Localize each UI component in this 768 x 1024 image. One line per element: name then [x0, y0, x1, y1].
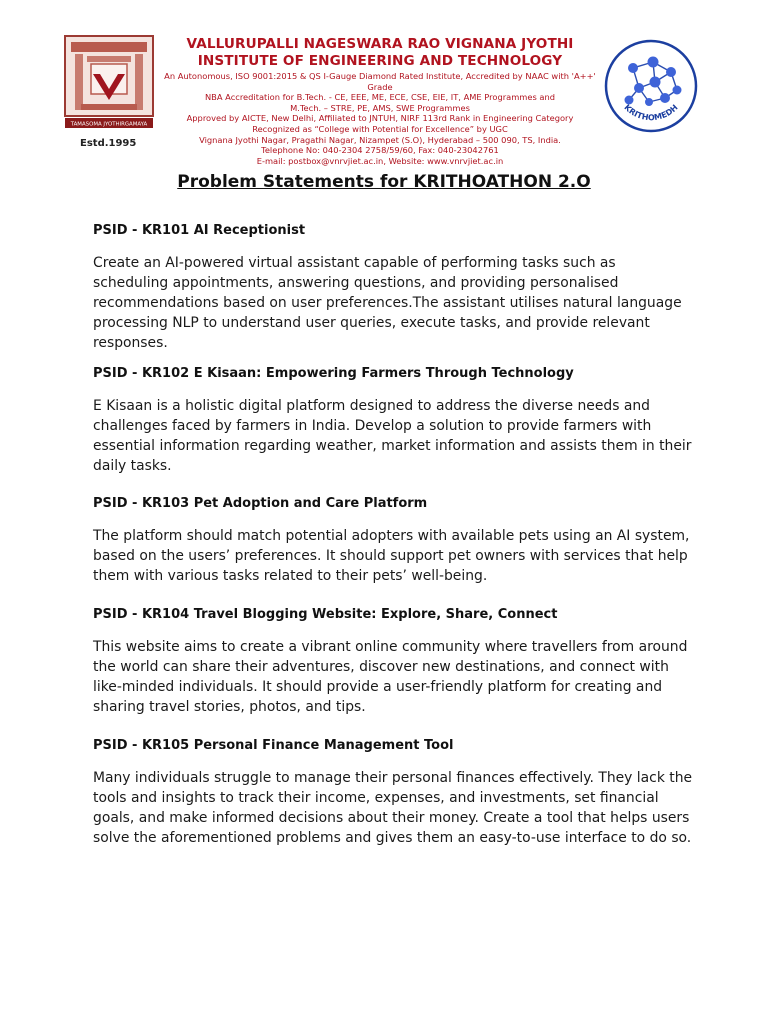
problem-statement-kr104 [93, 607, 693, 717]
problem-statement-kr102 [93, 366, 693, 476]
college-name [160, 36, 600, 70]
recognition-line: Recognized as “College with Potential for Excellence” by UGC [252, 123, 508, 134]
problem-heading: PSID - KR103 Pet Adoption and Care Platform [93, 496, 428, 511]
problem-heading: PSID - KR101 AI Receptionist [93, 223, 306, 238]
nba-line: NBA Accreditation for B.Tech. - CE, EEE, ME, ECE, CSE, EIE, IT, AME Programmes and [204, 92, 556, 103]
college-details [160, 71, 600, 166]
accreditation-line: An Autonomous, ISO 9001:2015 & QS I-Gauge Diamond Rated Institute, Accredited by NAAC with 'A++' Grade [164, 71, 596, 92]
telephone-line: Telephone No: 040-2304 2758/59/60, Fax: 040-23042761 [261, 145, 499, 156]
problem-statement-kr101 [93, 223, 693, 353]
approval-line: Approved by AICTE, New Delhi, Affiliated to JNTUH, NIRF 113rd Rank in Engineering Category [186, 113, 574, 124]
contact-line: E-mail: postbox@vnrvjiet.ac.in, Website: www.vnrvjiet.ac.in [256, 155, 504, 166]
problem-description: E Kisaan is a holistic digital platform designed to address the diverse needs and challenges faced by farmers in India. Develop a solution to provide farmers with essential information regarding weather, market information and assists them in their daily tasks. [93, 398, 692, 475]
problem-heading: PSID - KR102 E Kisaan: Empowering Farmers Through Technology [93, 366, 574, 381]
club-logo-text: KRITHOMEDH [622, 102, 680, 123]
problem-statement-kr103 [93, 496, 693, 586]
letterhead [0, 0, 768, 166]
problem-description: Many individuals struggle to manage their personal finances effectively. They lack the tools and insights to track their income, expenses, and investments, set financial goals, and make informed decisions about their money. Create a tool that helps users solve the aforementioned problems and gives them an easy-to-use interface to do so. [93, 770, 693, 847]
problem-description: This website aims to create a vibrant online community where travellers from around the world can share their adventures, discover new destinations, and connect with like-minded individuals. It should provide a user-friendly platform for creating and sharing travel stories, photos, and tips. [93, 639, 688, 716]
college-name-line-1: VALLURUPALLI NAGESWARA RAO VIGNANA JYOTHI [186, 36, 574, 52]
page-title: Problem Statements for KRITHOATHON 2.O [177, 172, 591, 192]
problem-statement-kr105 [93, 738, 693, 848]
problem-description: Create an AI-powered virtual assistant capable of performing tasks such as scheduling appointments, answering questions, and providing personalised recommendations based on user preferences.The assistant utilises natural language processing NLP to understand user queries, execute tasks, and provide relevant responses. [93, 255, 682, 352]
logo-motto: TAMASOMA JYOTHIRGAMAYA [70, 121, 148, 128]
established-year: Estd.1995 [80, 138, 137, 149]
mtech-line: M.Tech. – STRE, PE, AMS, SWE Programmes [290, 102, 470, 113]
problem-heading: PSID - KR104 Travel Blogging Website: Explore, Share, Connect [93, 607, 558, 622]
problem-description: The platform should match potential adopters with available pets using an AI system, based on the users’ preferences. It should support pet owners with services that help them with various tasks related to their pets’ well-being. [93, 528, 690, 585]
address-line: Vignana Jyothi Nagar, Pragathi Nagar, Nizampet (S.O), Hyderabad – 500 090, TS, India. [199, 134, 561, 145]
problem-heading: PSID - KR105 Personal Finance Management Tool [93, 738, 454, 753]
krithomedh-logo [603, 38, 699, 134]
college-name-line-2: INSTITUTE OF ENGINEERING AND TECHNOLOGY [197, 53, 563, 69]
college-logo [63, 34, 155, 130]
